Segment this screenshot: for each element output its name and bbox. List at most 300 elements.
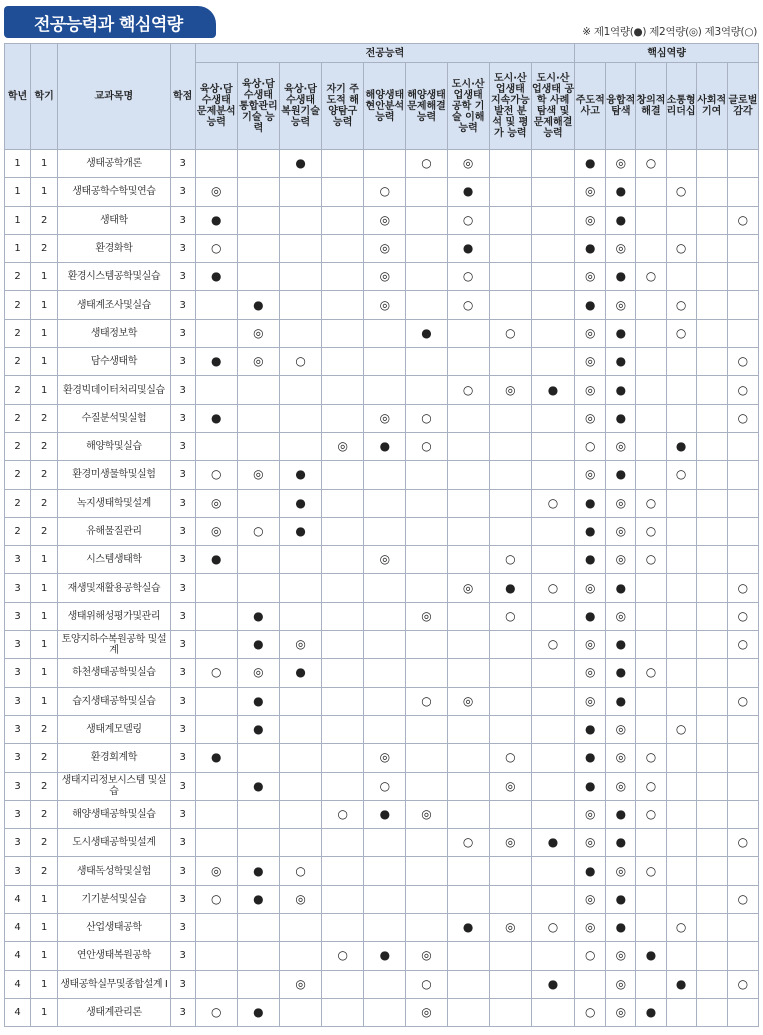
major-competency-mark <box>322 489 364 517</box>
major-competency-mark: ◎ <box>364 206 406 234</box>
major-competency-mark: ○ <box>195 659 237 687</box>
major-competency-mark: ○ <box>489 744 531 772</box>
course-name: 생태계모델링 <box>58 715 170 743</box>
major-competency-mark <box>447 744 489 772</box>
major-competency-mark <box>279 432 321 460</box>
course-name: 생태정보학 <box>58 319 170 347</box>
course-name: 연안생태복원공학 <box>58 942 170 970</box>
semester-cell: 2 <box>31 772 58 800</box>
course-name: 생태계관리론 <box>58 998 170 1026</box>
major-competency-mark <box>406 461 447 489</box>
semester-cell: 1 <box>31 970 58 998</box>
major-competency-mark <box>195 319 237 347</box>
core-competency-mark <box>636 404 666 432</box>
table-row <box>5 319 759 347</box>
core-competency-mark: ◎ <box>575 631 606 659</box>
core-competency-mark: ◎ <box>575 461 606 489</box>
year-cell: 2 <box>5 348 31 376</box>
credit-cell: 3 <box>170 376 195 404</box>
credit-cell: 3 <box>170 206 195 234</box>
credit-cell: 3 <box>170 291 195 319</box>
major-competency-mark <box>447 857 489 885</box>
major-competency-mark <box>322 263 364 291</box>
semester-cell: 2 <box>31 800 58 828</box>
year-cell: 4 <box>5 942 31 970</box>
course-name: 하천생태공학및실습 <box>58 659 170 687</box>
major-competency-mark <box>489 800 531 828</box>
core-competency-mark <box>636 602 666 630</box>
major-competency-mark <box>364 914 406 942</box>
core-competency-mark <box>727 772 758 800</box>
core-competency-mark <box>666 348 696 376</box>
core-competency-mark: ○ <box>666 291 696 319</box>
major-competency-mark <box>279 687 321 715</box>
core-competency-mark <box>727 489 758 517</box>
semester-cell: 2 <box>31 517 58 545</box>
semester-cell: 2 <box>31 829 58 857</box>
core-competency-mark <box>696 744 727 772</box>
core-competency-mark: ○ <box>666 461 696 489</box>
course-name: 생태공학수학및연습 <box>58 178 170 206</box>
major-competency-mark: ◎ <box>364 546 406 574</box>
major-competency-mark <box>531 687 574 715</box>
major-competency-mark <box>237 263 279 291</box>
major-competency-mark <box>322 291 364 319</box>
major-competency-mark: ◎ <box>489 376 531 404</box>
major-competency-mark: ◎ <box>237 659 279 687</box>
course-name: 환경시스템공학및실습 <box>58 263 170 291</box>
semester-cell: 1 <box>31 546 58 574</box>
table-row <box>5 659 759 687</box>
year-cell: 3 <box>5 829 31 857</box>
major-competency-mark <box>237 574 279 602</box>
core-competency-mark: ● <box>575 546 606 574</box>
core-competency-mark: ○ <box>727 348 758 376</box>
semester-cell: 1 <box>31 150 58 178</box>
core-competency-mark: ● <box>606 829 636 857</box>
core-competency-mark: ● <box>606 800 636 828</box>
table-row <box>5 942 759 970</box>
core-competency-mark: ● <box>636 942 666 970</box>
credit-cell: 3 <box>170 574 195 602</box>
major-competency-mark: ○ <box>279 857 321 885</box>
table-row <box>5 885 759 913</box>
major-competency-mark <box>322 348 364 376</box>
course-name: 해양생태공학및실습 <box>58 800 170 828</box>
core-competency-mark <box>666 546 696 574</box>
core-competency-mark: ○ <box>636 800 666 828</box>
major-competency-mark: ○ <box>531 914 574 942</box>
major-competency-mark <box>322 914 364 942</box>
core-competency-mark: ◎ <box>575 263 606 291</box>
major-competency-mark <box>489 489 531 517</box>
header-major-6: 해양생태 문제해결 능력 <box>406 63 447 150</box>
major-competency-mark: ◎ <box>447 574 489 602</box>
header-core-4: 소통형 리더십 <box>666 63 696 150</box>
core-competency-mark <box>727 178 758 206</box>
core-competency-mark <box>666 829 696 857</box>
core-competency-mark <box>636 376 666 404</box>
major-competency-mark: ◎ <box>364 263 406 291</box>
core-competency-mark <box>666 206 696 234</box>
semester-cell: 1 <box>31 659 58 687</box>
major-competency-mark <box>322 206 364 234</box>
major-competency-mark <box>447 942 489 970</box>
major-competency-mark <box>447 602 489 630</box>
major-competency-mark <box>406 263 447 291</box>
major-competency-mark <box>447 404 489 432</box>
major-competency-mark <box>489 461 531 489</box>
major-competency-mark: ◎ <box>237 461 279 489</box>
core-competency-mark: ○ <box>636 857 666 885</box>
core-competency-mark <box>636 715 666 743</box>
credit-cell: 3 <box>170 432 195 460</box>
table-row <box>5 263 759 291</box>
table-body <box>5 150 759 1027</box>
major-competency-mark <box>531 517 574 545</box>
table-row <box>5 857 759 885</box>
core-competency-mark <box>696 885 727 913</box>
credit-cell: 3 <box>170 404 195 432</box>
major-competency-mark: ○ <box>447 263 489 291</box>
course-name: 산업생태공학 <box>58 914 170 942</box>
major-competency-mark: ○ <box>531 489 574 517</box>
header-major-7: 도시·산업생태 공학 기술 이해 능력 <box>447 63 489 150</box>
major-competency-mark <box>406 206 447 234</box>
credit-cell: 3 <box>170 970 195 998</box>
major-competency-mark <box>195 829 237 857</box>
core-competency-mark <box>636 234 666 262</box>
major-competency-mark <box>237 206 279 234</box>
major-competency-mark <box>489 659 531 687</box>
header-major-9: 도시·산업생태 공학 사례 탐색 및 문제해결 능력 <box>531 63 574 150</box>
major-competency-mark: ◎ <box>406 998 447 1026</box>
major-competency-mark: ● <box>195 348 237 376</box>
course-name: 수질분석및실험 <box>58 404 170 432</box>
credit-cell: 3 <box>170 234 195 262</box>
core-competency-mark: ● <box>575 772 606 800</box>
major-competency-mark <box>279 234 321 262</box>
course-name: 해양학및실습 <box>58 432 170 460</box>
major-competency-mark: ◎ <box>322 432 364 460</box>
major-competency-mark <box>364 885 406 913</box>
core-competency-mark: ● <box>606 687 636 715</box>
core-competency-mark <box>666 659 696 687</box>
major-competency-mark: ◎ <box>279 885 321 913</box>
header-major-3: 육상·담수생태 복원기술 능력 <box>279 63 321 150</box>
credit-cell: 3 <box>170 659 195 687</box>
major-competency-mark: ○ <box>406 150 447 178</box>
major-competency-mark: ● <box>447 234 489 262</box>
major-competency-mark: ○ <box>364 772 406 800</box>
credit-cell: 3 <box>170 687 195 715</box>
major-competency-mark: ◎ <box>195 489 237 517</box>
year-cell: 2 <box>5 404 31 432</box>
major-competency-mark <box>237 546 279 574</box>
core-competency-mark <box>636 432 666 460</box>
major-competency-mark <box>364 631 406 659</box>
core-competency-mark: ◎ <box>606 291 636 319</box>
major-competency-mark <box>489 150 531 178</box>
core-competency-mark <box>696 715 727 743</box>
major-competency-mark <box>237 914 279 942</box>
major-competency-mark <box>531 178 574 206</box>
major-competency-mark <box>531 291 574 319</box>
semester-cell: 2 <box>31 206 58 234</box>
core-competency-mark: ● <box>606 574 636 602</box>
core-competency-mark <box>636 687 666 715</box>
semester-cell: 2 <box>31 857 58 885</box>
core-competency-mark: ● <box>575 517 606 545</box>
core-competency-mark: ○ <box>636 772 666 800</box>
major-competency-mark <box>406 715 447 743</box>
core-competency-mark: ◎ <box>575 885 606 913</box>
major-competency-mark <box>364 715 406 743</box>
credit-cell: 3 <box>170 631 195 659</box>
course-name: 환경회계학 <box>58 744 170 772</box>
major-competency-mark: ○ <box>447 829 489 857</box>
core-competency-mark <box>727 857 758 885</box>
major-competency-mark: ● <box>195 546 237 574</box>
semester-cell: 1 <box>31 914 58 942</box>
core-competency-mark: ◎ <box>575 319 606 347</box>
major-competency-mark: ◎ <box>447 687 489 715</box>
core-competency-mark <box>636 829 666 857</box>
major-competency-mark <box>279 574 321 602</box>
core-competency-mark: ● <box>606 178 636 206</box>
table-row <box>5 772 759 800</box>
header-core-3: 창의적 해결 <box>636 63 666 150</box>
major-competency-mark <box>279 829 321 857</box>
major-competency-mark: ● <box>279 659 321 687</box>
major-competency-mark <box>531 602 574 630</box>
core-competency-mark: ○ <box>636 659 666 687</box>
major-competency-mark <box>489 206 531 234</box>
year-cell: 3 <box>5 857 31 885</box>
major-competency-mark: ● <box>237 772 279 800</box>
major-competency-mark <box>406 574 447 602</box>
core-competency-mark <box>696 800 727 828</box>
header-core-group: 핵심역량 <box>575 44 759 63</box>
course-name: 유해물질관리 <box>58 517 170 545</box>
major-competency-mark <box>489 263 531 291</box>
major-competency-mark <box>447 348 489 376</box>
core-competency-mark <box>696 517 727 545</box>
core-competency-mark: ◎ <box>606 432 636 460</box>
year-cell: 2 <box>5 461 31 489</box>
credit-cell: 3 <box>170 744 195 772</box>
major-competency-mark: ○ <box>531 631 574 659</box>
credit-cell: 3 <box>170 461 195 489</box>
semester-cell: 1 <box>31 687 58 715</box>
core-competency-mark: ○ <box>575 998 606 1026</box>
major-competency-mark: ● <box>531 970 574 998</box>
major-competency-mark <box>531 432 574 460</box>
core-competency-mark <box>696 602 727 630</box>
core-competency-mark <box>727 998 758 1026</box>
year-cell: 3 <box>5 631 31 659</box>
credit-cell: 3 <box>170 857 195 885</box>
major-competency-mark <box>531 206 574 234</box>
major-competency-mark <box>279 914 321 942</box>
core-competency-mark <box>636 291 666 319</box>
major-competency-mark: ○ <box>406 970 447 998</box>
core-competency-mark <box>696 942 727 970</box>
course-name: 녹지생태학및설계 <box>58 489 170 517</box>
major-competency-mark <box>447 546 489 574</box>
major-competency-mark <box>531 857 574 885</box>
header-major-5: 해양생태 현안분석 능력 <box>364 63 406 150</box>
major-competency-mark <box>406 829 447 857</box>
major-competency-mark <box>237 970 279 998</box>
core-competency-mark: ○ <box>636 546 666 574</box>
major-competency-mark <box>322 857 364 885</box>
major-competency-mark <box>531 319 574 347</box>
year-cell: 4 <box>5 998 31 1026</box>
core-competency-mark <box>666 489 696 517</box>
table-row <box>5 234 759 262</box>
core-competency-mark: ○ <box>636 744 666 772</box>
year-cell: 3 <box>5 659 31 687</box>
year-cell: 1 <box>5 178 31 206</box>
core-competency-mark <box>696 319 727 347</box>
header-semester: 학기 <box>31 44 58 150</box>
core-competency-mark: ○ <box>727 602 758 630</box>
major-competency-mark <box>195 291 237 319</box>
core-competency-mark: ◎ <box>606 234 636 262</box>
credit-cell: 3 <box>170 178 195 206</box>
core-competency-mark: ● <box>666 970 696 998</box>
major-competency-mark <box>279 772 321 800</box>
credit-cell: 3 <box>170 942 195 970</box>
core-competency-mark <box>636 206 666 234</box>
header-course: 교과목명 <box>58 44 170 150</box>
core-competency-mark <box>696 404 727 432</box>
major-competency-mark <box>531 150 574 178</box>
core-competency-mark: ○ <box>727 574 758 602</box>
core-competency-mark <box>666 517 696 545</box>
semester-cell: 2 <box>31 234 58 262</box>
major-competency-mark: ○ <box>195 885 237 913</box>
major-competency-mark <box>322 998 364 1026</box>
major-competency-mark <box>322 234 364 262</box>
course-name: 환경빅데이터처리및실습 <box>58 376 170 404</box>
major-competency-mark: ● <box>237 885 279 913</box>
major-competency-mark <box>195 800 237 828</box>
major-competency-mark <box>447 970 489 998</box>
core-competency-mark: ○ <box>727 885 758 913</box>
major-competency-mark <box>489 970 531 998</box>
major-competency-mark: ● <box>237 687 279 715</box>
semester-cell: 1 <box>31 574 58 602</box>
major-competency-mark <box>406 376 447 404</box>
major-competency-mark <box>322 404 364 432</box>
header-major-1: 육상·담수생태 문제분석 능력 <box>195 63 237 150</box>
year-cell: 3 <box>5 800 31 828</box>
major-competency-mark: ○ <box>447 291 489 319</box>
core-competency-mark: ● <box>575 602 606 630</box>
major-competency-mark <box>279 744 321 772</box>
major-competency-mark <box>406 631 447 659</box>
major-competency-mark: ● <box>237 291 279 319</box>
core-competency-mark: ○ <box>727 404 758 432</box>
major-competency-mark <box>489 857 531 885</box>
major-competency-mark <box>447 432 489 460</box>
year-cell: 3 <box>5 744 31 772</box>
course-name: 생태학 <box>58 206 170 234</box>
core-competency-mark <box>696 234 727 262</box>
core-competency-mark: ○ <box>727 829 758 857</box>
year-cell: 3 <box>5 574 31 602</box>
major-competency-mark <box>406 914 447 942</box>
core-competency-mark <box>696 772 727 800</box>
major-competency-mark <box>195 914 237 942</box>
major-competency-mark <box>531 715 574 743</box>
semester-cell: 1 <box>31 263 58 291</box>
major-competency-mark <box>237 942 279 970</box>
major-competency-mark <box>279 546 321 574</box>
table-row <box>5 744 759 772</box>
major-competency-mark <box>279 602 321 630</box>
major-competency-mark: ○ <box>195 234 237 262</box>
semester-cell: 2 <box>31 404 58 432</box>
major-competency-mark <box>531 348 574 376</box>
major-competency-mark: ◎ <box>237 348 279 376</box>
core-competency-mark: ◎ <box>606 970 636 998</box>
table-row <box>5 376 759 404</box>
core-competency-mark <box>696 376 727 404</box>
core-competency-mark <box>696 206 727 234</box>
core-competency-mark: ○ <box>636 263 666 291</box>
core-competency-mark <box>636 574 666 602</box>
major-competency-mark <box>489 348 531 376</box>
core-competency-mark <box>696 857 727 885</box>
year-cell: 2 <box>5 263 31 291</box>
major-competency-mark <box>406 489 447 517</box>
semester-cell: 1 <box>31 602 58 630</box>
major-competency-mark: ◎ <box>406 602 447 630</box>
year-cell: 2 <box>5 517 31 545</box>
major-competency-mark <box>237 744 279 772</box>
major-competency-mark <box>406 744 447 772</box>
major-competency-mark <box>531 659 574 687</box>
course-name: 시스템생태학 <box>58 546 170 574</box>
course-name: 습지생태공학및실습 <box>58 687 170 715</box>
major-competency-mark <box>531 998 574 1026</box>
credit-cell: 3 <box>170 914 195 942</box>
major-competency-mark <box>406 772 447 800</box>
major-competency-mark: ◎ <box>489 829 531 857</box>
major-competency-mark: ◎ <box>489 914 531 942</box>
core-competency-mark: ○ <box>666 715 696 743</box>
major-competency-mark: ● <box>447 178 489 206</box>
core-competency-mark <box>727 291 758 319</box>
core-competency-mark <box>666 857 696 885</box>
major-competency-mark <box>406 178 447 206</box>
core-competency-mark <box>696 178 727 206</box>
core-competency-mark <box>727 517 758 545</box>
core-competency-mark <box>636 885 666 913</box>
table-row <box>5 574 759 602</box>
major-competency-mark <box>489 885 531 913</box>
core-competency-mark <box>666 631 696 659</box>
core-competency-mark <box>696 348 727 376</box>
course-name: 생태독성학및실험 <box>58 857 170 885</box>
year-cell: 3 <box>5 687 31 715</box>
major-competency-mark <box>237 829 279 857</box>
core-competency-mark: ● <box>575 744 606 772</box>
major-competency-mark: ◎ <box>237 319 279 347</box>
